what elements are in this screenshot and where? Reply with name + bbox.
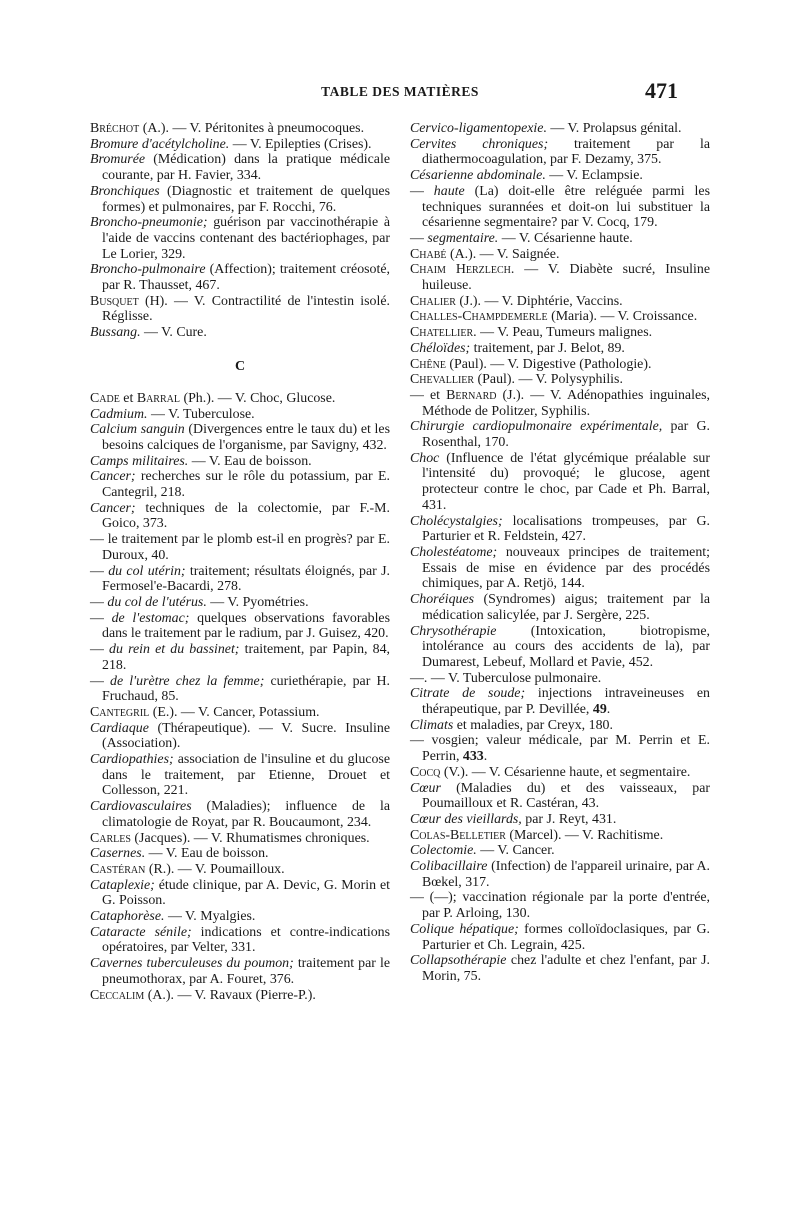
- index-entry: — (—); vaccination régionale par la porte d'entrée, par P. Arloing, 130.: [410, 890, 710, 922]
- index-entry: Cervico-ligamentopexie. — V. Prolapsus génital.: [410, 121, 682, 136]
- index-entry: Bronchiques (Diagnostic et traitement de quelques formes) et pulmonaires, par F. Rocchi, 76.: [90, 183, 390, 215]
- index-entry: Chabé (A.). — V. Saignée.: [410, 246, 560, 262]
- index-entry: Bréchot (A.). — V. Péritonites à pneumocoques.: [90, 121, 365, 136]
- index-entry: Cantegril (E.). — V. Cancer, Potassium.: [90, 704, 320, 720]
- index-entry: Cataracte sénile; indications et contre-indications opératoires, par Velter, 331.: [90, 924, 390, 956]
- index-entry: Chevallier (Paul). — V. Polysyphilis.: [410, 372, 623, 388]
- index-entry: Chêne (Paul). — V. Digestive (Pathologie).: [410, 356, 652, 372]
- index-entry: Collapsothérapie chez l'adulte et chez l'enfant, par J. Morin, 75.: [410, 953, 710, 984]
- running-title: TABLE DES MATIÈRES: [321, 84, 479, 99]
- index-entry: Cœur (Maladies du) et des vaisseaux, par Poumailloux et R. Castéran, 43.: [410, 780, 710, 812]
- index-entry: Colibacillaire (Infection) de l'appareil urinaire, par A. Bœkel, 317.: [410, 859, 710, 890]
- index-entry: — et Bernard (J.). — V. Adénopathies inguinales, Méthode de Politzer, Syphilis.: [410, 387, 710, 419]
- index-entry: Cancer; recherches sur le rôle du potassium, par E. Cantegril, 218.: [90, 469, 390, 501]
- index-entry: Cardiopathies; association de l'insuline et du glucose dans le traitement, par Etienne, Drouet et Collesson, 221.: [90, 752, 390, 799]
- index-entry: Chrysothérapie (Intoxication, biotropisme, intolérance au cours des accidents de la), par Dumarest, Lebeuf, Mollard et Pavie, 452.: [410, 623, 710, 670]
- index-entry: Castéran (R.). — V. Poumailloux.: [90, 861, 285, 877]
- index-entry: — du col utérin; traitement; résultats éloignés, par J. Fermosel'e-Bacardi, 278.: [90, 563, 390, 595]
- index-entry: — de l'estomac; quelques observations favorables dans le traitement par le radium, par J. Guisez, 420.: [90, 610, 390, 642]
- index-entry: Colique hépatique; formes colloïdoclasiques, par G. Parturier et Ch. Legrain, 425.: [410, 921, 710, 953]
- index-entry: Cardiaque (Thérapeutique). — V. Sucre. Insuline (Association).: [90, 720, 390, 752]
- index-entry: Choréiques (Syndromes) aigus; traitement par la médication salicylée, par J. Sergère, 225.: [410, 592, 710, 623]
- index-entry: — du rein et du bassinet; traitement, par Papin, 84, 218.: [90, 642, 390, 673]
- index-entry: Cataplexie; étude clinique, par A. Devic, G. Morin et G. Poisson.: [90, 877, 390, 909]
- index-entry: Cavernes tuberculeuses du poumon; traitement par le pneumothorax, par A. Fouret, 376.: [90, 956, 390, 987]
- entries-right: [410, 121, 710, 985]
- index-entry: Chaim Herzlech. — V. Diabète sucré, Insuline huileuse.: [410, 262, 711, 294]
- index-entry: Casernes. — V. Eau de boisson.: [90, 846, 269, 862]
- index-entry: Cocq (V.). — V. Césarienne haute, et segmentaire.: [410, 764, 691, 780]
- index-entry: Bussang. — V. Cure.: [90, 325, 207, 341]
- page-number: 471: [645, 78, 678, 103]
- index-entry: —. — V. Tuberculose pulmonaire.: [410, 670, 602, 686]
- index-entry: Climats et maladies, par Creyx, 180.: [410, 717, 613, 733]
- index-entry: Camps militaires. — V. Eau de boisson.: [90, 453, 312, 469]
- index-entry: — du col de l'utérus. — V. Pyométries.: [90, 594, 309, 610]
- index-entry: — le traitement par le plomb est-il en progrès? par E. Duroux, 40.: [90, 532, 390, 563]
- index-entry: Bromure d'acétylcholine. — V. Epilepties (Crises).: [90, 136, 372, 152]
- index-entry: Chirurgie cardiopulmonaire expérimentale, par G. Rosenthal, 170.: [410, 419, 710, 451]
- index-entry: Chéloïdes; traitement, par J. Belot, 89.: [410, 340, 625, 356]
- index-entry: Cancer; techniques de la colectomie, par F.-M. Goico, 373.: [90, 500, 390, 532]
- index-entry: Colas-Belletier (Marcel). — V. Rachitisme.: [410, 827, 664, 843]
- index-entry: Cholécystalgies; localisations trompeuses, par G. Parturier et R. Feldstein, 427.: [410, 513, 710, 545]
- index-entry: — haute (La) doit-elle être reléguée parmi les techniques surannées et doit-on lui substituer la césarienne segmentaire? par V. Cocq, 179.: [410, 183, 710, 231]
- index-entry: Cataphorèse. — V. Myalgies.: [90, 909, 256, 925]
- index-entry: Chalier (J.). — V. Diphtérie, Vaccins.: [410, 293, 623, 309]
- index-entry: Challes-Champdemerle (Maria). — V. Croissance.: [410, 309, 698, 325]
- entries-letter-b: [90, 121, 390, 341]
- index-entry: Cervites chroniques; traitement par la diathermocoagulation, par F. Dezamy, 375.: [410, 136, 710, 168]
- index-entry: — segmentaire. — V. Césarienne haute.: [410, 230, 633, 246]
- index-entry: Bromurée (Médication) dans la pratique médicale courante, par H. Favier, 334.: [90, 152, 390, 184]
- index-entry: Chatellier. — V. Peau, Tumeurs malignes.: [410, 325, 653, 341]
- left-column: [90, 121, 390, 1003]
- index-entry: Cade et Barral (Ph.). — V. Choc, Glucose.: [90, 390, 336, 406]
- entries-letter-c: [90, 391, 390, 1003]
- index-entry: Broncho-pneumonie; guérison par vaccinothérapie à l'aide de vaccins contenant des bactériophages, par Le Lorier, 329.: [90, 215, 390, 262]
- index-entry: — vosgien; valeur médicale, par M. Perrin et E. Perrin, 433.: [410, 733, 710, 765]
- index-entry: Citrate de soude; injections intraveineuses en thérapeutique, par P. Devillée, 49.: [410, 686, 711, 718]
- index-entry: Colectomie. — V. Cancer.: [410, 843, 555, 859]
- section-letter-c: C: [234, 358, 246, 374]
- index-entry: Choc (Influence de l'état glycémique préalable sur l'intensité du) provoqué; le glucose, agent protecteur contre le choc, par Cade et Ph. Barral, 431.: [410, 450, 710, 513]
- index-entry: Ceccalim (A.). — V. Ravaux (Pierre-P.).: [90, 987, 316, 1003]
- right-column: [410, 121, 710, 985]
- index-entry: Calcium sanguin (Divergences entre le taux du) et les besoins calciques de l'organisme, par Savigny, 432.: [90, 422, 390, 453]
- index-entry: Césarienne abdominale. — V. Eclampsie.: [410, 168, 643, 184]
- index-entry: Carles (Jacques). — V. Rhumatismes chroniques.: [90, 830, 370, 846]
- index-entry: Broncho-pulmonaire (Affection); traitement créosoté, par R. Thausset, 467.: [90, 262, 390, 294]
- index-entry: Busquet (H). — V. Contractilité de l'intestin isolé. Réglisse.: [90, 293, 390, 325]
- index-entry: Cholestéatome; nouveaux principes de traitement; Essais de mise en évidence par des procédés chimiques, par A. Retjö, 144.: [410, 544, 710, 592]
- index-entry: Cardiovasculaires (Maladies); influence de la climatologie de Royat, par R. Boucaumont, 234.: [90, 799, 390, 830]
- index-entry: Cœur des vieillards, par J. Reyt, 431.: [410, 811, 617, 827]
- index-entry: — de l'urètre chez la femme; curiethérapie, par H. Fruchaud, 85.: [90, 673, 390, 705]
- index-entry: Cadmium. — V. Tuberculose.: [90, 406, 255, 422]
- page-header: [0, 78, 800, 108]
